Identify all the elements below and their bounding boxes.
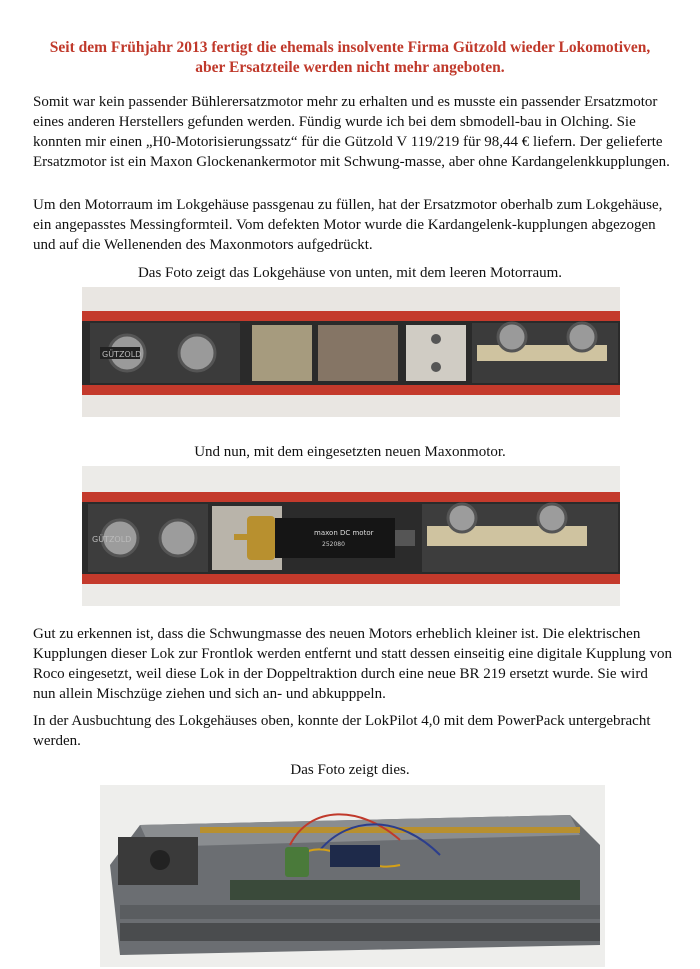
photo-new-maxon-motor — [82, 466, 620, 606]
paragraph-motor-fitting: Um den Motorraum im Lokgehäuse passgenau zu füllen, hat der Ersatzmotor oberhalb zum Lokgehäuse, ein angepasstes Messingformteil. Vom defekten Motor wurde die Kardangelenk-kupplungen abgezogen und auf die Wellenenden des Maxonmotors aufgedrückt. — [33, 197, 663, 253]
caption-empty-motor-room: Das Foto zeigt das Lokgehäuse von unten, mit dem leeren Motorraum. — [137, 265, 563, 281]
brand-engraving-2: GÜTZOLD — [92, 535, 132, 544]
page-heading: Seit dem Frühjahr 2013 fertigt die ehemals insolvente Firma Gützold wieder Lokomotiven, aber Ersatzteile werden nicht mehr angeboten. — [49, 39, 651, 76]
photo-decoder-installed — [100, 785, 605, 967]
paragraph-replacement-motor: Somit war kein passender Bühlerersatzmotor mehr zu erhalten und es musste ein passender Ersatzmotor eines anderen Herstellers gefunden werden. Fündig wurde ich bei dem sbmodell-bau in Olching. Sie konnten mir einen „H0-Motorisierungssatz“ für die Gützold V 119/219 für 98,44 € liefern. Der gelieferte Ersatzmotor ist ein Maxon Glockenankermotor mit Schwung-masse, aber ohne Kardangelenkkupplungen. — [33, 94, 670, 170]
caption-new-motor: Und nun, mit dem eingesetzten neuen Maxonmotor. — [194, 444, 506, 460]
paragraph-lokpilot: In der Ausbuchtung des Lokgehäuses oben, konnte der LokPilot 4,0 mit dem PowerPack untergebracht werden. — [33, 713, 651, 749]
brand-engraving-1: GÜTZOLD — [102, 350, 142, 359]
caption-decoder: Das Foto zeigt dies. — [290, 762, 410, 778]
motor-number: 252080 — [322, 541, 345, 548]
photo-empty-motor-room — [82, 287, 620, 417]
paragraph-couplings: Gut zu erkennen ist, dass die Schwungmasse des neuen Motors erheblich kleiner ist. Die elektrischen Kupplungen dieser Lok zur Frontlok werden entfernt und statt dessen einseitig eine digitale Kupplung von Roco eingesetzt, weil diese Lok in der Doppeltraktion durch eine neue BR 219 ersetzt wurde. Sie wird nun allein Mischzüge ziehen und sich an- und abkupppeln. — [33, 626, 673, 702]
motor-label: maxon DC motor — [314, 529, 374, 537]
